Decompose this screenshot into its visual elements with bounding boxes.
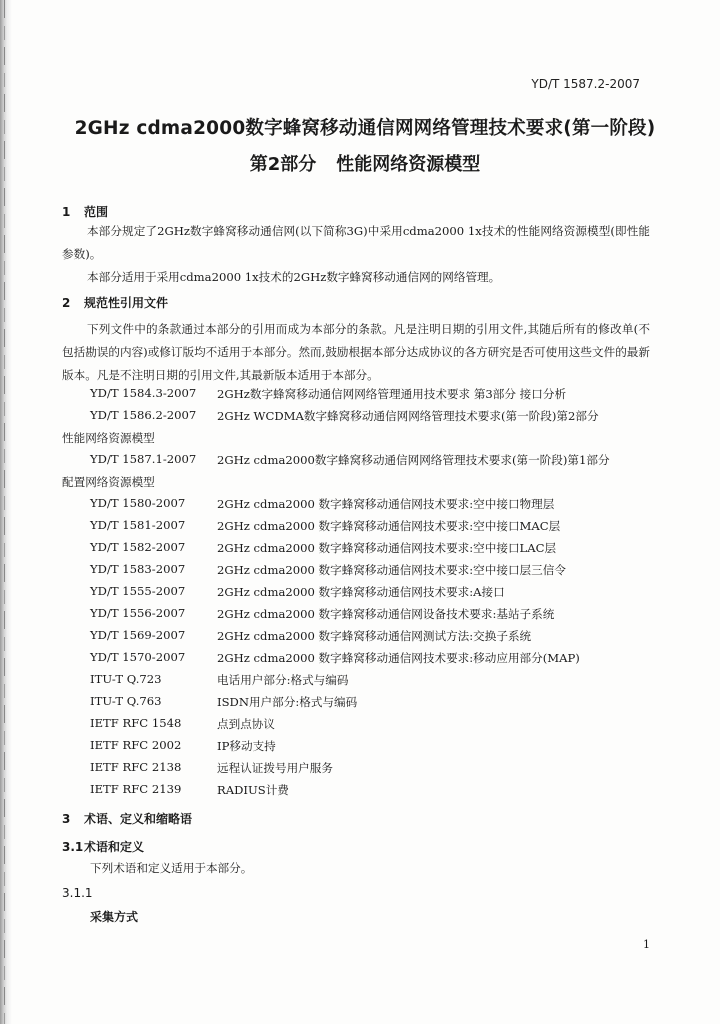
reference-item (62, 562, 662, 584)
reference-title: 2GHz cdma2000 数字蜂窝移动通信网技术要求:空中接口MAC层 (217, 519, 561, 533)
reference-title: ISDN用户部分:格式与编码 (217, 695, 358, 709)
reference-code: YD/T 1586.2-2007 (90, 408, 197, 422)
reference-title: 2GHz数字蜂窝移动通信网网络管理通用技术要求 第3部分 接口分析 (217, 387, 567, 401)
page-number: 1 (643, 938, 650, 951)
reference-title: 2GHz cdma2000数字蜂窝移动通信网网络管理技术要求(第一阶段)第1部分 (217, 453, 610, 467)
reference-item (62, 738, 662, 760)
reference-title: 远程认证拨号用户服务 (217, 761, 333, 775)
reference-title: RADIUS计费 (217, 783, 289, 797)
reference-title: 电话用户部分:格式与编码 (217, 673, 349, 687)
reference-code: YD/T 1587.1-2007 (90, 452, 197, 466)
section-2-paragraph: 下列文件中的条款通过本部分的引用而成为本部分的条款。凡是注明日期的引用文件,其随后所有的修改单(不包括勘误的内容)或修订版均不适用于本部分。然而,鼓励根据本部分达成协议的各方研究是否可使用这些文件的最新版本。凡是不注明日期的引用文件,其最新版本适用于本部分。 (62, 322, 650, 382)
reference-item (62, 584, 662, 606)
reference-code: YD/T 1556-2007 (90, 606, 186, 620)
reference-code: IETF RFC 1548 (90, 716, 182, 730)
reference-title: 2GHz cdma2000 数字蜂窝移动通信网技术要求:A接口 (217, 585, 505, 599)
section-1-paragraph-2: 本部分适用于采用cdma2000 1x技术的2GHz数字蜂窝移动通信网的网络管理。 (87, 270, 501, 284)
reference-title: 2GHz cdma2000 数字蜂窝移动通信网技术要求:移动应用部分(MAP) (217, 651, 580, 665)
reference-code: YD/T 1582-2007 (90, 540, 186, 554)
title-line-2 (40, 150, 690, 176)
title-part-label: 第2部分 (249, 154, 317, 175)
reference-code: ITU-T Q.723 (90, 672, 162, 686)
reference-item (62, 672, 662, 694)
reference-title: 2GHz cdma2000 数字蜂窝移动通信网设备技术要求:基站子系统 (217, 607, 555, 621)
section-1-paragraph-1: 本部分规定了2GHz数字蜂窝移动通信网(以下简称3G)中采用cdma2000 1x技术的性能网络资源模型(即性能参数)。 (62, 224, 650, 261)
reference-title-continued: 性能网络资源模型 (62, 431, 155, 445)
reference-title: 点到点协议 (217, 717, 275, 731)
reference-item (62, 452, 662, 474)
reference-item (62, 540, 662, 562)
reference-title: 2GHz cdma2000 数字蜂窝移动通信网技术要求:空中接口物理层 (217, 497, 555, 511)
section-number: 3 (62, 812, 71, 826)
title-line-1: 2GHz cdma2000数字蜂窝移动通信网网络管理技术要求(第一阶段) (74, 118, 656, 139)
section-2-heading (62, 294, 168, 311)
section-title: 术语、定义和缩略语 (84, 812, 193, 826)
document-id: YD/T 1587.2-2007 (531, 77, 640, 91)
reference-item (62, 782, 662, 804)
reference-item (62, 386, 662, 408)
reference-code: YD/T 1584.3-2007 (90, 386, 197, 400)
section-title: 规范性引用文件 (84, 296, 169, 310)
reference-continuation (62, 474, 662, 496)
reference-title: 2GHz cdma2000 数字蜂窝移动通信网技术要求:空中接口层三信令 (217, 563, 566, 577)
reference-title: 2GHz cdma2000 数字蜂窝移动通信网技术要求:空中接口LAC层 (217, 541, 557, 555)
reference-code: ITU-T Q.763 (90, 694, 162, 708)
reference-title: IP移动支持 (217, 739, 276, 753)
reference-item (62, 408, 662, 430)
reference-title: 2GHz cdma2000 数字蜂窝移动通信网测试方法:交换子系统 (217, 629, 532, 643)
reference-continuation (62, 430, 662, 452)
section-1-heading (62, 203, 108, 220)
normative-references-list (62, 386, 662, 804)
section-title: 术语和定义 (84, 840, 145, 854)
section-3-1-paragraph: 下列术语和定义适用于本部分。 (90, 861, 253, 875)
reference-title: 2GHz WCDMA数字蜂窝移动通信网网络管理技术要求(第一阶段)第2部分 (217, 409, 599, 423)
reference-item (62, 650, 662, 672)
reference-item (62, 518, 662, 540)
section-number: 3.1 (62, 840, 84, 854)
reference-item (62, 606, 662, 628)
reference-item (62, 628, 662, 650)
reference-code: YD/T 1569-2007 (90, 628, 186, 642)
reference-code: YD/T 1570-2007 (90, 650, 186, 664)
reference-code: YD/T 1555-2007 (90, 584, 186, 598)
reference-code: YD/T 1580-2007 (90, 496, 186, 510)
reference-title-continued: 配置网络资源模型 (62, 475, 155, 489)
reference-code: YD/T 1583-2007 (90, 562, 186, 576)
reference-code: YD/T 1581-2007 (90, 518, 186, 532)
reference-item (62, 694, 662, 716)
reference-code: IETF RFC 2138 (90, 760, 182, 774)
section-number: 2 (62, 296, 71, 310)
term-name: 采集方式 (90, 910, 139, 924)
section-3-1-heading (62, 838, 144, 855)
document-title (40, 114, 690, 176)
section-number: 3.1.1 (62, 886, 93, 900)
reference-item (62, 760, 662, 782)
section-title: 范围 (84, 205, 109, 219)
section-3-heading (62, 810, 192, 827)
reference-item (62, 716, 662, 738)
reference-code: IETF RFC 2002 (90, 738, 182, 752)
reference-code: IETF RFC 2139 (90, 782, 182, 796)
section-3-1-1-heading (62, 886, 93, 900)
reference-item (62, 496, 662, 518)
scan-binding-edge (0, 0, 12, 1024)
title-part-name: 性能网络资源模型 (336, 154, 481, 175)
section-number: 1 (62, 205, 71, 219)
